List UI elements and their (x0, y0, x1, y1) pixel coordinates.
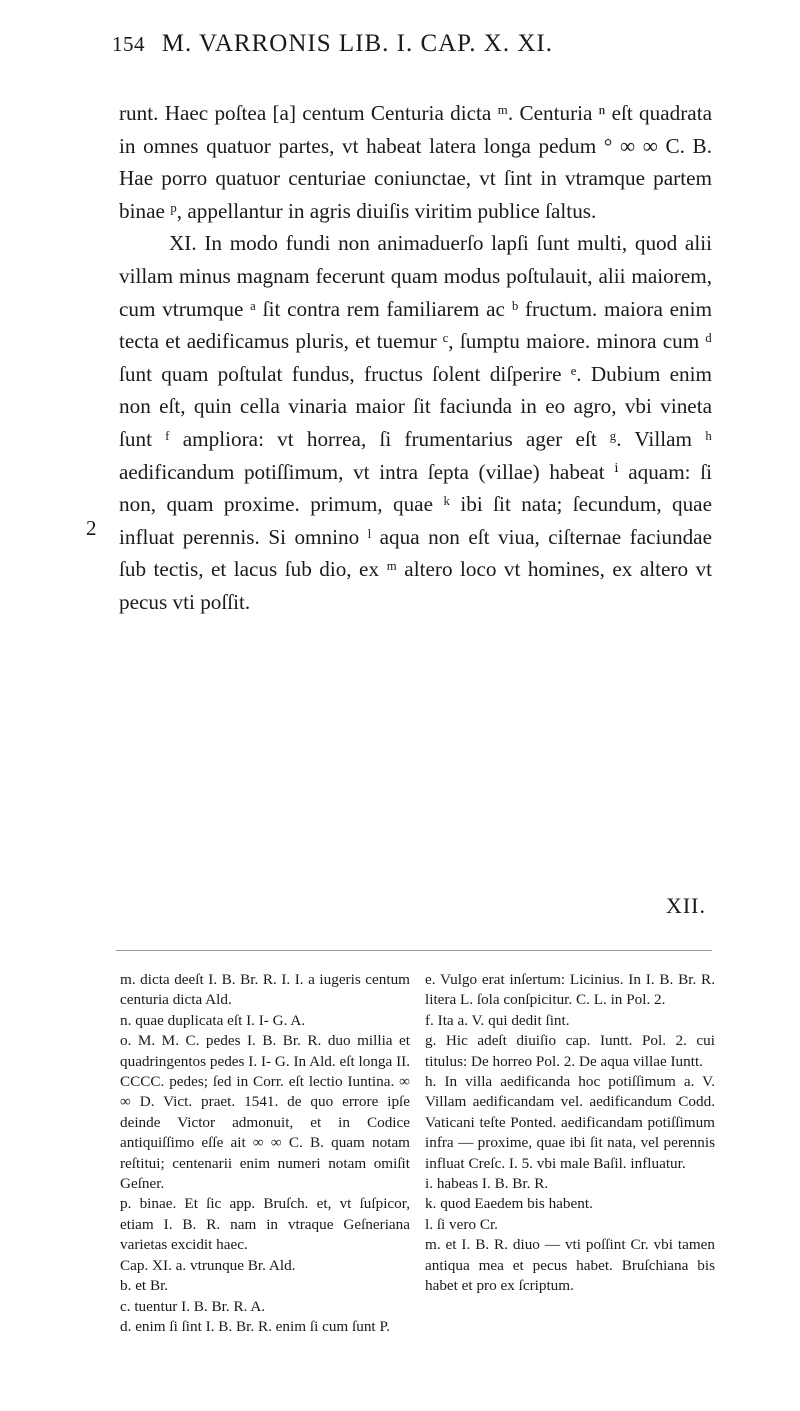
footnote: k. quod Eaedem bis habent. (425, 1195, 593, 1213)
footnote: l. ſi vero Cr. (425, 1215, 498, 1233)
footnote: p. binae. Et ſic app. Bruſch. et, vt ſuſpicor, etiam I. B. R. nam in vtraque Geſneriana varietas excidit haec. (120, 1195, 410, 1254)
footnote: d. enim ſi ſint I. B. Br. R. enim ſi cum ſunt P. (120, 1317, 391, 1335)
running-header (112, 30, 712, 58)
footnote: g. Hic adeſt diuiſio cap. Iuntt. Pol. 2. cui titulus: De horreo Pol. 2. De aqua villae Iuntt. (425, 1032, 715, 1070)
next-section-heading: XII. (665, 893, 706, 918)
footnote: h. In villa aedificanda hoc potiſſimum a. V. Villam aedificandam vel. aedificandum Codd. Vaticani teſte Ponted. aedificandam potiſſimum infra — proxime, quae ibi ſit nata, vel perennis influat Creſc. I. 5. vbi male Baſil. influatur. (425, 1073, 715, 1172)
footnote: n. quae duplicata eſt I. I- G. A. (120, 1011, 306, 1029)
footnote: b. et Br. (120, 1277, 169, 1295)
footnote: c. tuentur I. B. Br. R. A. (120, 1297, 266, 1315)
footnote: m. dicta deeſt I. B. Br. R. I. I. a iugeris centum centuria dicta Ald. (120, 971, 410, 1009)
page-number: 154 (112, 32, 145, 56)
footnotes-right-column (425, 970, 715, 1297)
footnote: e. Vulgo erat inſertum: Licinius. In I. B. Br. R. litera L. ſola conſpicitur. C. L. in Pol. 2. (425, 971, 715, 1009)
footnote: o. M. M. C. pedes I. B. Br. R. duo millia et quadringentos pedes I. I- G. In Ald. eſt longa II. CCCC. pedes; ſed in Corr. eſt lectio Iuntina. ∞ ∞ D. Vict. praet. 1541. de quo errore ipſe deinde Victor admonuit, et in Codice antiquiſſimo eſſe ait ∞ ∞ C. B. quam notam reſtitui; centenarii enim numeri notam omiſit Geſner. (120, 1032, 410, 1193)
running-title: M. VARRONIS LIB. I. CAP. X. XI. (161, 30, 553, 57)
paragraph-centuria: runt. Haec poſtea [a] centum Centuria dicta ᵐ. Centuria ⁿ eſt quadrata in omnes quatuor partes, vt habeat latera longa pedum ° ∞ ∞ C. B. Hae porro quatuor centuriae coniunctae, vt ſint in vtramque partem binae ᵖ, appellantur in agris diuiſis viritim publice ſaltus. (119, 101, 712, 223)
footnote: Cap. XI. a. vtrunque Br. Ald. (120, 1256, 296, 1274)
footnote: m. et I. B. R. diuo — vti poſſint Cr. vbi tamen antiqua mea et pecus habet. Bruſchiana bis habet et pro ex ſcriptum. (425, 1236, 715, 1295)
footnote-divider (116, 950, 712, 951)
paragraph-section-xi: XI. In modo fundi non animaduerſo lapſi ſunt multi, quod alii villam minus magnam fecerunt quam modus poſtulauit, alii maiorem, cum vtrumque ᵃ ſit contra rem familiarem ac ᵇ fructum. maiora enim tecta et aedificamus pluris, et tuemur ᶜ, ſumptu maiore. minora cum ᵈ ſunt quam poſtulat fundus, fructus ſolent diſperire ᵉ. Dubium enim non eſt, quin cella vinaria maior ſit faciunda in eo agro, vbi vineta ſunt ᶠ ampliora: vt horrea, ſi frumentarius ager eſt ᵍ. Villam ʰ aedificandum potiſſimum, vt intra ſepta (villae) habeat ⁱ aquam: ſi non, quam proxime. primum, quae ᵏ ibi ſit nata; ſecundum, quae influat perennis. Si omnino ˡ aqua non eſt viua, ciſternae faciundae ſub tectis, et lacus ſub dio, ex ᵐ altero loco vt homines, ex altero vt pecus vti poſſit. (119, 231, 712, 614)
footnote: i. habeas I. B. Br. R. (425, 1175, 549, 1193)
margin-number: 2 (86, 516, 97, 540)
footnote: f. Ita a. V. qui dedit ſint. (425, 1011, 570, 1029)
footnotes-left-column (120, 970, 410, 1337)
main-text (119, 97, 712, 619)
